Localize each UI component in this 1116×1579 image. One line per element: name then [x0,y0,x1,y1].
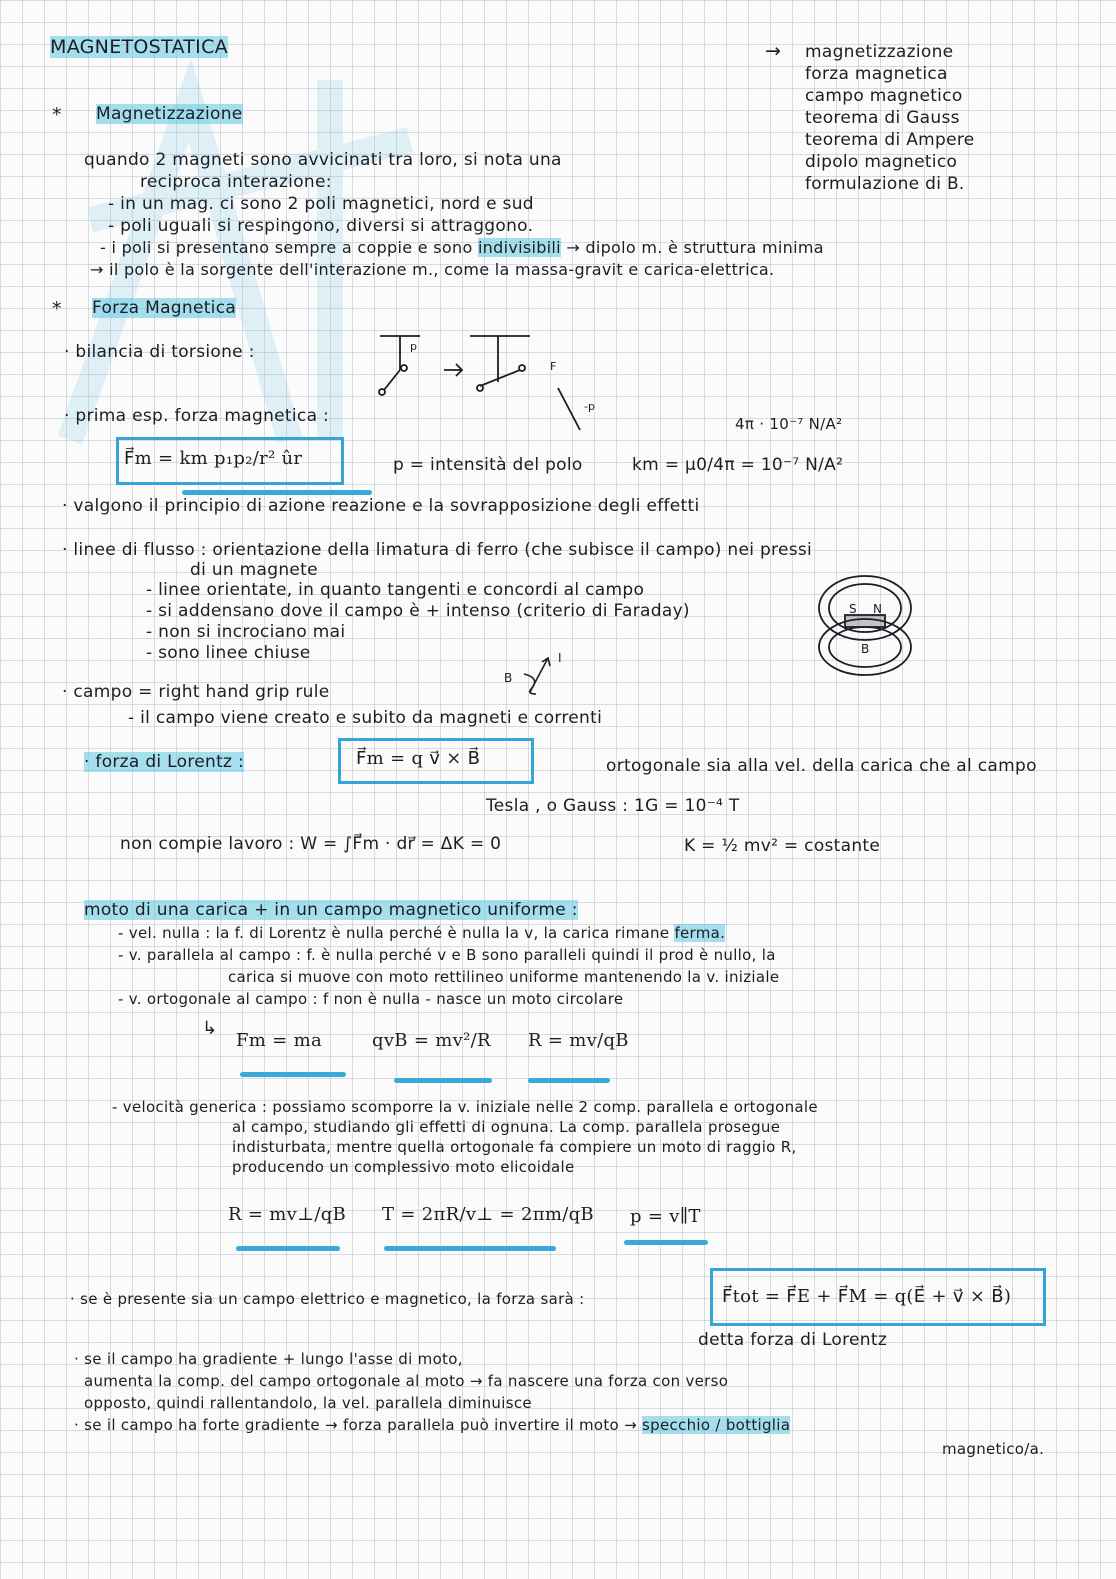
text-line: - si addensano dove il campo è + intenso (criterio di Faraday) [146,601,690,621]
text-line: carica si muove con moto rettilineo uniforme mantenendo la v. iniziale [228,968,780,986]
text-line: opposto, quindi rallentandolo, la vel. parallela diminuisce [84,1394,532,1412]
text-line: → il polo è la sorgente dell'interazione m., come la massa-gravit e carica-elettrica. [90,260,775,279]
toc-item: dipolo magnetico [805,152,958,172]
formula-total-force: F⃗tot = F⃗E + F⃗M = q(E⃗ + v⃗ × B⃗) [722,1286,1012,1307]
formula-km: km = μ0/4π = 10⁻⁷ N/A² [632,455,844,475]
lorentz-label: · forza di Lorentz : [84,752,244,772]
underline [240,1072,346,1077]
text-line: reciproca interazione: [140,172,332,192]
text-line: · se è presente sia un campo elettrico e magnetico, la forza sarà : [70,1290,585,1308]
svg-text:-p: -p [584,400,595,413]
text-line: - in un mag. ci sono 2 poli magnetici, nord e sud [108,194,534,214]
text-line: indisturbata, mentre quella ortogonale fa compiere un moto di raggio R, [232,1138,797,1156]
text-line: p = intensità del polo [393,455,583,475]
formula-pitch: p = v∥T [630,1206,701,1227]
section-heading-forza-magnetica: Forza Magnetica [92,298,237,318]
toc-item: forza magnetica [805,64,948,84]
text-line: · bilancia di torsione : [64,342,255,362]
text-line: · campo = right hand grip rule [62,682,330,702]
km-value-note: 4π · 10⁻⁷ N/A² [735,415,843,433]
section-bullet: * [52,104,62,126]
page-title: MAGNETOSTATICA [50,36,228,58]
torsion-balance-sketch [370,330,610,440]
underline [624,1240,708,1245]
toc-item: formulazione di B. [805,174,965,194]
underline [384,1246,556,1251]
text-line: K = ½ mv² = costante [684,836,881,856]
text-line: al campo, studiando gli effetti di ognuna. La comp. parallela prosegue [232,1118,781,1136]
text-line: - v. parallela al campo : f. è nulla perché v e B sono paralleli quindi il prod è nullo, la [118,946,776,964]
text-line: - linee orientate, in quanto tangenti e concordi al campo [146,580,645,600]
text-line: - velocità generica : possiamo scomporre la v. iniziale nelle 2 comp. parallela e ortogonale [112,1098,818,1116]
text-line: - i poli si presentano sempre a coppie e sono indivisibili → dipolo m. è struttura minima [100,238,824,257]
svg-text:N: N [873,602,882,616]
svg-text:p: p [410,340,417,353]
text-line: - sono linee chiuse [146,643,311,663]
text-line: detta forza di Lorentz [698,1330,888,1350]
svg-text:S: S [849,602,857,616]
toc-arrow: → [765,40,782,62]
formula-centripetal: qvB = mv²/R [372,1030,491,1051]
text-line: ortogonale sia alla vel. della carica che al campo [606,756,1037,776]
toc-item: teorema di Gauss [805,108,960,128]
formula-magnetic-force: F⃗m = km p₁p₂/r² ûr [124,448,303,469]
magnet-field-sketch [815,575,915,685]
formula-lorentz: F⃗m = q v⃗ × B⃗ [356,748,481,769]
svg-text:I: I [558,651,562,665]
toc-item: magnetizzazione [805,42,954,62]
text-line: · valgono il principio di azione reazione e la sovrapposizione degli effetti [62,496,700,516]
underline [236,1246,340,1251]
formula-period: T = 2πR/v⊥ = 2πm/qB [382,1204,594,1225]
text-line: magnetico/a. [942,1440,1045,1458]
toc-item: teorema di Ampere [805,130,975,150]
text-line: di un magnete [190,560,318,580]
hook-arrow: ↳ [202,1018,218,1039]
text-line: producendo un complessivo moto elicoidale [232,1158,575,1176]
text-line: · prima esp. forza magnetica : [64,406,330,426]
text-line: Tesla , o Gauss : 1G = 10⁻⁴ T [486,796,740,816]
text-line: - poli uguali si respingono, diversi si attraggono. [108,216,534,236]
svg-text:B: B [504,671,513,685]
underline [528,1078,610,1083]
svg-text:B: B [861,642,870,656]
underline [394,1078,492,1083]
text-line: - vel. nulla : la f. di Lorentz è nulla perché è nulla la v, la carica rimane ferma. [118,924,726,942]
text-line: - il campo viene creato e subito da magneti e correnti [128,708,603,728]
text-line: · se il campo ha gradiente + lungo l'asse di moto, [74,1350,463,1368]
text-line: non compie lavoro : W = ∫F⃗m · dr⃗ = ΔK = 0 [120,834,502,854]
svg-text:F: F [550,360,557,373]
right-hand-rule-sketch [500,648,580,698]
section-heading-moto: moto di una carica + in un campo magnetico uniforme : [84,900,578,920]
text-line: - non si incrociano mai [146,622,346,642]
text-line: · se il campo ha forte gradiente → forza parallela può invertire il moto → specchio / bottiglia [74,1416,791,1434]
text-line: - v. ortogonale al campo : f non è nulla - nasce un moto circolare [118,990,624,1008]
section-heading-magnetizzazione: Magnetizzazione [96,104,243,124]
underline [182,490,372,495]
formula-radius: R = mv/qB [528,1030,629,1051]
section-bullet: * [52,298,62,320]
formula-newton: Fm = ma [236,1030,322,1051]
text-line: quando 2 magneti sono avvicinati tra loro, si nota una [84,150,562,170]
toc-item: campo magnetico [805,86,963,106]
text-line: · linee di flusso : orientazione della limatura di ferro (che subisce il campo) nei pressi [62,540,813,560]
text-line: aumenta la comp. del campo ortogonale al moto → fa nascere una forza con verso [84,1372,729,1390]
formula-helix-radius: R = mv⊥/qB [228,1204,347,1225]
